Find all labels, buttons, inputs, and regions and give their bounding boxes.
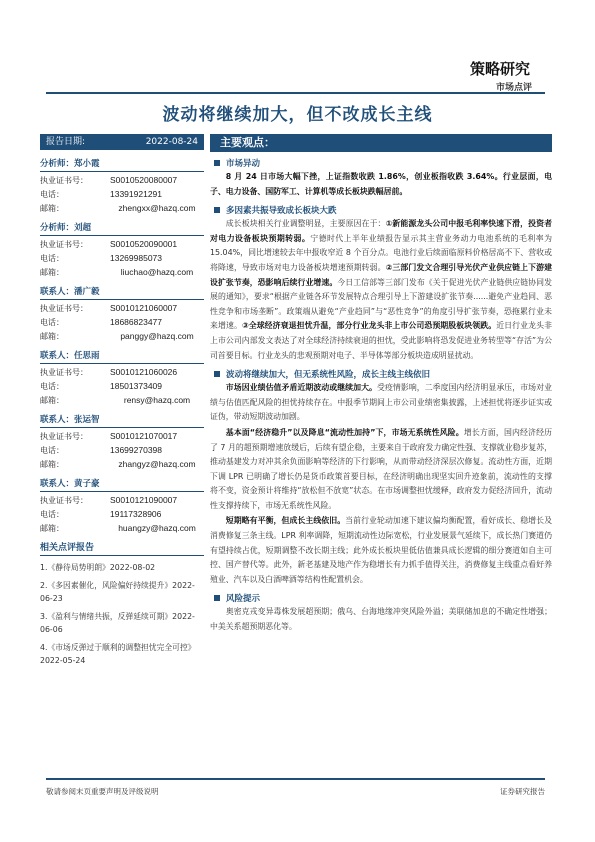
analyst-info-key: 电话： xyxy=(40,190,64,199)
analyst-info-key: 电话： xyxy=(40,382,64,391)
square-bullet-icon xyxy=(214,160,220,166)
analyst-info-row xyxy=(40,331,204,342)
analyst-email[interactable]: zhangyz@hazq.com xyxy=(118,459,196,469)
analyst-info-row xyxy=(40,253,204,264)
section-heading xyxy=(210,157,552,169)
bold-text: 8 月 24 日市场大幅下挫，上证指数收跌 1.86%，创业板指收跌 3.64%。行业层面，电子、电力设备、国防军工、计算机等成长板块跌幅居前。 xyxy=(210,172,552,196)
analyst-info-value: 18501373409 xyxy=(110,381,163,391)
analyst-info-row xyxy=(40,303,204,314)
main-points-heading: 主要观点： xyxy=(210,134,552,152)
bold-text: ②三部门发文合理引导光伏产业供应链上下游建设扩张节奏，恐影响后续行业增速。 xyxy=(210,262,552,287)
report-subcategory: 市场点评 xyxy=(496,83,533,93)
analyst-name: 分析师：刘超 xyxy=(40,221,204,236)
analyst-info-key: 电话： xyxy=(40,446,64,455)
body-text: 今日工信部等三部门发布《关于促进光伏产业链供应链协同发展的通知》，要求“根据产业链各环节发展特点合理引导上下游建设扩张节奏......避免产业趋同、恶性竞争和市场垄断”。政策端从避免“产业趋同”与“恶性竞争”的角度引导扩张节奏，恐拖累行业未来增速。 xyxy=(210,277,552,331)
analyst-name: 分析师：郑小霞 xyxy=(40,157,204,172)
analyst-info-key: 邮箱： xyxy=(40,268,64,277)
section-heading-text: 风险提示 xyxy=(226,594,261,605)
sections xyxy=(210,157,552,635)
analyst-info-value: 18686823477 xyxy=(110,317,163,327)
section-heading xyxy=(210,592,552,604)
analyst-info-value: S0010520090001 xyxy=(110,239,178,249)
footer-disclaimer[interactable]: 敬请参阅末页重要声明及评级说明 xyxy=(46,787,159,796)
paragraph xyxy=(210,170,552,199)
square-bullet-icon xyxy=(214,595,220,601)
section-heading-text: 多因素共振导致成长板块大跌 xyxy=(226,206,337,217)
analyst-info-key: 邮箱： xyxy=(40,332,64,341)
analyst-info-value: S0010520080007 xyxy=(110,175,178,185)
body-text: 成长板块相关行业调整明显，主要原因在于： xyxy=(225,219,386,229)
paragraph xyxy=(210,605,552,634)
analyst-info-value: S0010121090007 xyxy=(110,495,178,505)
analyst-card xyxy=(40,477,204,534)
analyst-info-key: 执业证书号： xyxy=(40,176,88,185)
bold-text: ①新能源龙头公司中报毛利率快速下滑，投资者对电力设备板块预期转弱。 xyxy=(210,219,552,243)
bold-text: 市场因业绩估值矛盾近期波动或继续加大。 xyxy=(225,383,377,393)
analyst-info-row xyxy=(40,459,204,470)
analyst-info-row xyxy=(40,239,204,250)
footer-rule xyxy=(46,778,545,780)
analyst-info-row xyxy=(40,495,204,506)
paragraph xyxy=(210,426,552,514)
section-heading xyxy=(210,368,552,380)
section-heading-text: 市场异动 xyxy=(226,159,261,169)
related-reports xyxy=(40,540,204,667)
analyst-info-row xyxy=(40,317,204,328)
analyst-email[interactable]: panggy@hazq.com xyxy=(120,331,194,341)
analyst-info-key: 电话： xyxy=(40,254,64,263)
analyst-info-row xyxy=(40,395,204,406)
related-reports-heading: 相关点评报告 xyxy=(40,540,204,556)
paragraph xyxy=(210,514,552,587)
analyst-info-key: 执业证书号： xyxy=(40,496,88,505)
analyst-info-row xyxy=(40,445,204,456)
analyst-card xyxy=(40,285,204,342)
analyst-info-key: 电话： xyxy=(40,318,64,327)
analyst-info-row xyxy=(40,431,204,442)
analyst-info-key: 执业证书号： xyxy=(40,240,88,249)
analyst-name: 联系人：潘广毅 xyxy=(40,285,204,300)
analyst-list xyxy=(40,157,204,534)
related-report-item[interactable]: 1.《静待局势明朗》2022-08-02 xyxy=(40,563,156,572)
header-rule xyxy=(46,92,545,94)
bold-text: ③全球经济衰退担忧升温，部分行业龙头非上市公司恐预期股板块领跌。 xyxy=(241,321,497,331)
analyst-info-key: 邮箱： xyxy=(40,396,64,405)
body-text: 受疫情影响，二季度国内经济明显承压，市场对业绩与估值匹配风险的担忧持续存在。中报季节期间上市公司业绩密集披露，上述担忧将逐步证实或证伪，带动短期波动加剧。 xyxy=(210,383,552,422)
analyst-info-row xyxy=(40,509,204,520)
report-date-label: 报告日期: xyxy=(46,137,86,147)
body-text: 当前行业轮动加速下建议偏均衡配置，看好成长、稳增长及消费修复三条主线。LPR 利率调降，短期流动性边际宽松，行业发展景气延续下，成长热门赛道仍有望持续占优，短期调整不改长期主线；此外成长板块里低估值兼具成长逻辑的细分赛道如自主可控、国产替代等。此外，新老基建及地产作为稳增长有力抓手值得关注，消费修复主线重点看好养殖业、汽车以及白酒啤酒等结构性配置机会。 xyxy=(210,516,552,584)
report-date-value: 2022-08-24 xyxy=(145,137,198,147)
analyst-email[interactable]: rensy@hazq.com xyxy=(123,395,191,405)
bold-text: 短期略有平衡，但成长主线依旧。 xyxy=(225,516,346,526)
analyst-card xyxy=(40,221,204,278)
analyst-info-row xyxy=(40,523,204,534)
analyst-name: 联系人：任思雨 xyxy=(40,349,204,364)
analyst-info-row xyxy=(40,367,204,378)
analyst-card xyxy=(40,349,204,406)
analyst-info-value: 19117328906 xyxy=(110,509,162,519)
related-report-item[interactable]: 4.《市场反弹过于顺利的调整担忧完全可控》2022-05-24 xyxy=(40,643,196,665)
analyst-info-key: 电话： xyxy=(40,510,64,519)
square-bullet-icon xyxy=(214,371,220,377)
analyst-info-value: S0010121060026 xyxy=(110,367,178,377)
analyst-info-key: 邮箱： xyxy=(40,204,64,213)
square-bullet-icon xyxy=(214,207,220,213)
analyst-email[interactable]: huangzy@hazq.com xyxy=(118,523,196,533)
analyst-info-key: 执业证书号： xyxy=(40,304,88,313)
page-title: 波动将继续加大，但不改成长主线 xyxy=(162,105,433,125)
analyst-name: 联系人：黄子豪 xyxy=(40,477,204,492)
analyst-info-row xyxy=(40,267,204,278)
analyst-info-key: 邮箱： xyxy=(40,524,64,533)
left-column xyxy=(40,134,204,534)
related-report-item[interactable]: 2.《多因素催化，风险偏好持续提升》2022-06-23 xyxy=(40,581,195,603)
analyst-info-value: 13269985073 xyxy=(110,253,163,263)
analyst-info-key: 执业证书号： xyxy=(40,368,88,377)
analyst-info-key: 邮箱： xyxy=(40,460,64,469)
paragraph xyxy=(210,217,552,363)
analyst-card xyxy=(40,157,204,214)
analyst-info-value: 13391921291 xyxy=(110,189,163,199)
related-reports-list xyxy=(40,561,204,667)
analyst-info-value: S0010121070017 xyxy=(110,431,178,441)
analyst-email[interactable]: liuchao@hazq.com xyxy=(120,267,194,277)
analyst-info-row xyxy=(40,189,204,200)
analyst-name: 联系人：张运智 xyxy=(40,413,204,428)
bold-text: 基本面“经济稳升”以及降息“流动性加持”下，市场无系统性风险。 xyxy=(225,427,464,437)
analyst-info-row xyxy=(40,203,204,214)
body-text: 增长方面，国内经济经历了 7 月的超预期增速放缓后，后续有望企稳，主要来自于政府发力确定性强、支撑就业稳步复苏，推动基建发力对冲其余负面影响等经济的下行影响，从而带动经济深层次修复。流动性方面，近期下调 LPR 已明确了增长仍是货币政策首要目标，在经济明确出现坚实回升迹象前，流动性的支撑将不变，资金预计将维持“放松但不放宽”状态。在市场调整担忧缓释，政府发力促经济回升，流动性支撑持续下，市场无系统性风险。 xyxy=(210,427,552,510)
body-text: 奥密克戎变异毒株发展超预期；俄乌、台海地缘冲突风险外溢；美联储加息的不确定性增强；中美关系超预期恶化等。 xyxy=(210,607,552,632)
analyst-card xyxy=(40,413,204,470)
footer-label: 证券研究报告 xyxy=(500,787,545,796)
section-heading xyxy=(210,204,552,216)
body-text: 宁德时代上半年业绩报告显示其主营业务动力电池系统的毛利率为 15.04%，同比增速较去年中报收窄近 8 个百分点。电池行业后续面临原料价格居高不下、营收或将降速，导致市场对电力设备板块增速预期转弱。 xyxy=(210,233,552,272)
section-heading-text: 波动将继续加大，但无系统性风险，成长主线主线依旧 xyxy=(226,370,431,381)
related-report-item[interactable]: 3.《盈利与情绪共振，反弹延续可期》2022-06-06 xyxy=(40,612,195,634)
report-category-title: 策略研究 xyxy=(470,60,531,78)
analyst-email[interactable]: zhengxx@hazq.com xyxy=(118,203,196,213)
report-date-bar xyxy=(40,134,204,150)
analyst-info-key: 执业证书号： xyxy=(40,432,88,441)
body-text: 近日行业龙头非上市公司内部发文表达了对全球经济持续衰退的担忧，受此影响将恐发促进业务转型等“存活”为公司首要目标。行业龙头的悲观预期对电子、半导体等部分板块造成明显扰动。 xyxy=(210,321,552,360)
analyst-info-row xyxy=(40,175,204,186)
paragraph xyxy=(210,381,552,425)
analyst-info-value: S0010121060007 xyxy=(110,303,178,313)
main-content xyxy=(210,134,552,635)
analyst-info-row xyxy=(40,381,204,392)
analyst-info-value: 13699270398 xyxy=(110,445,163,455)
